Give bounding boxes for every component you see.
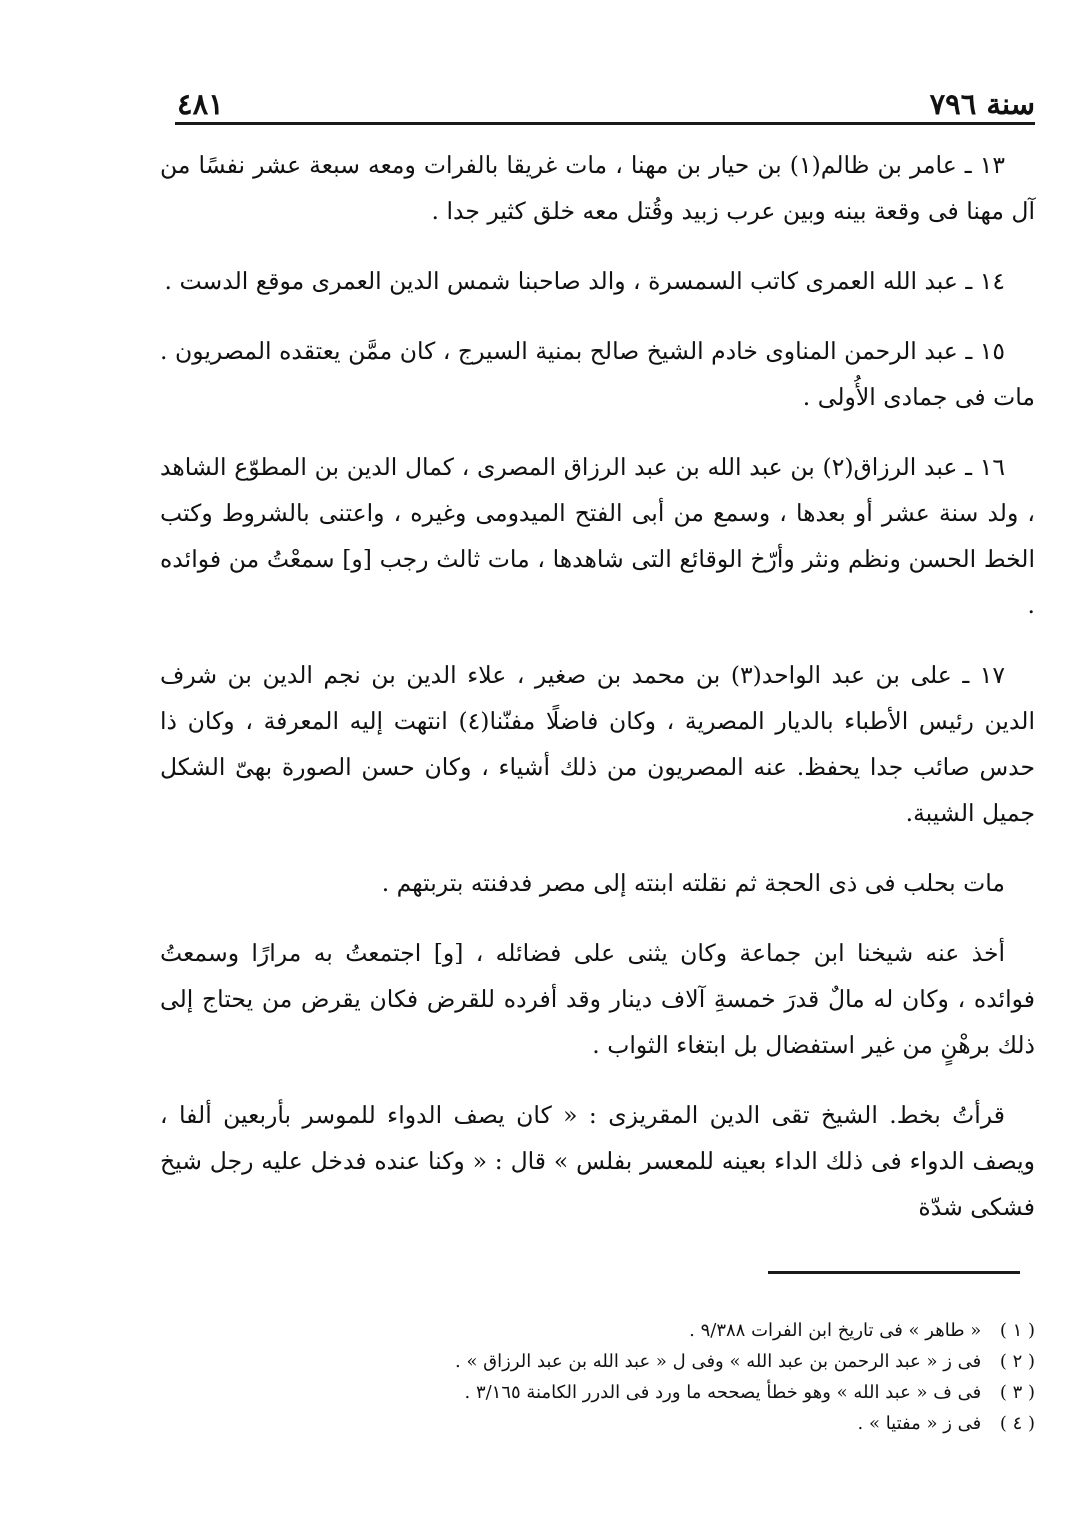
running-header [175, 86, 1035, 122]
paragraph-teachers: أخذ عنه شيخنا ابن جماعة وكان يثنى على فضائله ، [و] اجتمعتُ به مرارًا وسمعتُ فوائده ، وكان له مالٌ قدرَ خمسةِ آلاف دينار وقد أفرده للقرض فكان يقرض من يحتاج إلى ذلك برهْنٍ من غير استفضال بل ابتغاء الثواب . [160, 939, 1035, 1059]
entry-15: ١٥ ـ عبد الرحمن المناوى خادم الشيخ صالح بمنية السيرج ، كان ممَّن يعتقده المصريون . مات فى جمادى الأُولى . [160, 337, 1035, 411]
entry-17: ١٧ ـ على بن عبد الواحد(٣) بن محمد بن صغير ، علاء الدين بن نجم الدين بن شرف الدين رئيس الأطباء بالديار المصرية ، وكان فاضلًا مفنّنا(٤) انتهت إليه المعرفة ، وكان ذا حدس صائب جدا يحفظ. عنه المصريون من ذلك أشياء ، وكان حسن الصورة بهىّ الشكل جميل الشيبة. [160, 661, 1035, 827]
footnote-text: فى ز « عبد الرحمن بن عبد الله » وفى ل « عبد الله بن عبد الرزاق » . [455, 1351, 982, 1372]
footnote-4 [300, 1408, 1035, 1439]
entry-16: ١٦ ـ عبد الرزاق(٢) بن عبد الله بن عبد الرزاق المصرى ، كمال الدين بن المطوّع الشاهد ، ولد سنة عشر أو بعدها ، وسمع من أبى الفتح الميدومى وغيره ، واعتنى بالشروط وكتب الخط الحسن ونظم ونثر وأرّخ الوقائع التى شاهدها ، مات ثالث رجب [و] سمعْتُ من فوائده . [160, 453, 1035, 619]
footnotes [300, 1315, 1035, 1439]
footnote-number: ( ١ ) [999, 1320, 1035, 1341]
main-text [160, 142, 1035, 1254]
footnote-1 [300, 1315, 1035, 1346]
footnote-text: فى ف « عبد الله » وهو خطأ يصححه ما ورد فى الدرر الكامنة ٣/١٦٥ . [464, 1382, 982, 1403]
footnote-text: « طاهر » فى تاريخ ابن الفرات ٩/٣٨٨ . [689, 1320, 982, 1341]
footnote-3 [300, 1377, 1035, 1408]
footnote-rule [768, 1271, 1020, 1274]
entry-14: ١٤ ـ عبد الله العمرى كاتب السمسرة ، والد صاحبنا شمس الدين العمرى موقع الدست . [164, 267, 1005, 295]
paragraph-death: مات بحلب فى ذى الحجة ثم نقلته ابنته إلى مصر فدفنته بتربتهم . [381, 869, 1005, 897]
paragraph-maqrizi-quote: قرأتُ بخط. الشيخ تقى الدين المقريزى : « كان يصف الدواء للموسر بأربعين ألفا ، ويصف الدواء فى ذلك الداء بعينه للمعسر بفلس » قال : « وكنا عنده فدخل عليه رجل شيخ فشكى شدّة [160, 1101, 1035, 1221]
year-label: سنة ٧٩٦ [929, 87, 1035, 121]
footnote-number: ( ٢ ) [999, 1351, 1035, 1372]
entry-13: ١٣ ـ عامر بن ظالم(١) بن حيار بن مهنا ، مات غريقا بالفرات ومعه سبعة عشر نفسًا من آل مهنا فى وقعة بينه وبين عرب زبيد وقُتل معه خلق كثير جدا . [160, 151, 1035, 225]
footnote-text: فى ز « مفتيا » . [857, 1413, 982, 1434]
header-rule [175, 122, 1035, 125]
footnote-2 [300, 1346, 1035, 1377]
footnote-number: ( ٣ ) [999, 1382, 1035, 1403]
page-number: ٤٨١ [177, 87, 224, 121]
footnote-number: ( ٤ ) [999, 1413, 1035, 1434]
